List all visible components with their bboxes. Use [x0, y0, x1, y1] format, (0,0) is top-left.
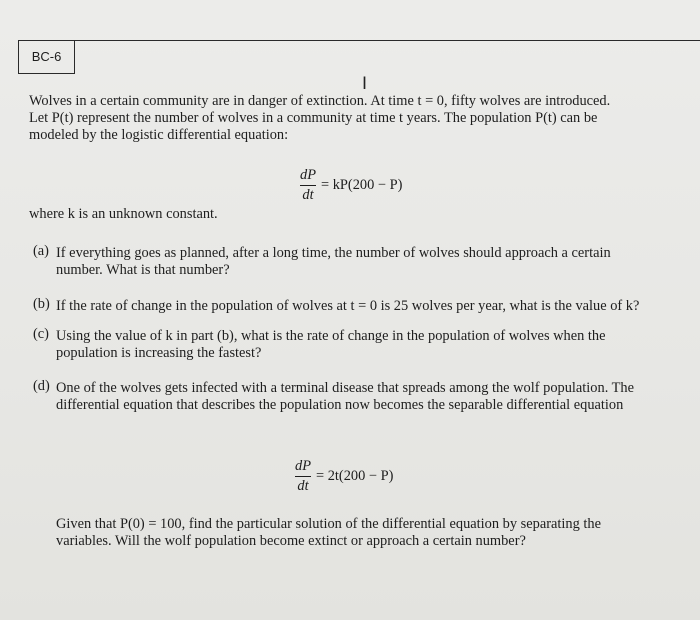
equation1-numerator: dP [300, 167, 316, 183]
intro-line-3: modeled by the logistic differential equation: [29, 127, 289, 143]
separable-equation [293, 458, 393, 495]
problem-id-box: BC-6 [18, 40, 75, 74]
logistic-equation [298, 167, 402, 204]
text-cursor-icon: I [362, 74, 368, 94]
part-a-line-1: If everything goes as planned, after a long time, the number of wolves should approach a certain [56, 245, 611, 261]
part-b-label: (b) [33, 296, 50, 312]
header-rule [18, 40, 700, 41]
intro-line-1: Wolves in a certain community are in danger of extinction. At time t = 0, fifty wolves are introduced. [29, 93, 611, 109]
part-d-line-1: One of the wolves gets infected with a terminal disease that spreads among the wolf population. The [56, 380, 635, 396]
part-a-line-2: number. What is that number? [56, 262, 230, 278]
closing-line-2: variables. Will the wolf population become extinct or approach a certain number? [56, 533, 526, 549]
part-b-line-1: If the rate of change in the population of wolves at t = 0 is 25 wolves per year, what is the value of k? [56, 298, 640, 314]
part-a-label: (a) [33, 243, 49, 259]
part-d-label: (d) [33, 378, 50, 394]
where-line: where k is an unknown constant. [29, 206, 218, 222]
intro-line-2: Let P(t) represent the number of wolves in a community at time t years. The population P(t) can be [29, 110, 598, 126]
part-c-label: (c) [33, 326, 49, 342]
part-c-line-1: Using the value of k in part (b), what is the rate of change in the population of wolves when the [56, 328, 606, 344]
equation2-denominator: dt [297, 478, 309, 494]
part-d-line-2: differential equation that describes the population now becomes the separable differential equation [56, 397, 624, 413]
equation2-rhs: = 2t(200 − P) [316, 468, 394, 484]
equation1-rhs: = kP(200 − P) [321, 177, 403, 193]
part-c-line-2: population is increasing the fastest? [56, 345, 262, 361]
equation2-numerator: dP [295, 458, 311, 474]
closing-line-1: Given that P(0) = 100, find the particular solution of the differential equation by separating the [56, 516, 601, 532]
equation1-denominator: dt [302, 187, 314, 203]
